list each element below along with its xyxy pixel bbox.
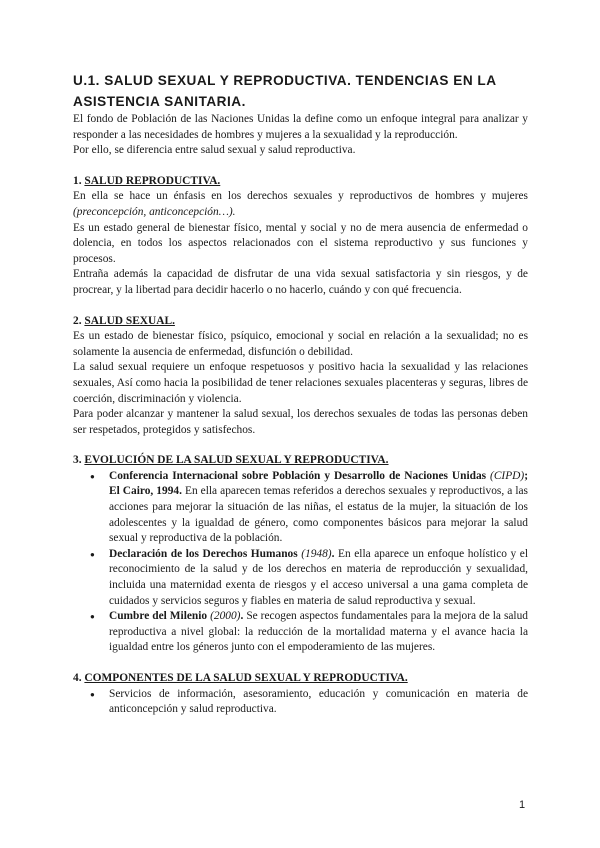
intro-paragraph-1: El fondo de Población de las Naciones Unidas la define como un enfoque integral para analizar y responder a las necesidades de hombres y mujeres a la sexualidad y la reproducción. (73, 113, 528, 141)
intro-paragraph-2: Por ello, se diferencia entre salud sexual y salud reproductiva. (73, 144, 356, 157)
section-1-paragraph-2: Es un estado general de bienestar físico, mental y social y no de mera ausencia de enfermedad o dolencia, en todos los aspectos relacionados con el sistema reproductivo y sus funciones y procesos. (73, 221, 528, 265)
section-2-paragraph-3: Para poder alcanzar y mantener la salud sexual, los derechos sexuales de todas las personas deben ser respetados, protegidos y satisfechos. (73, 408, 528, 436)
document-page (73, 70, 528, 718)
section-2-number: 2. (73, 314, 82, 327)
section-4-title: COMPONENTES DE LA SALUD SEXUAL Y REPRODUCTIVA. (84, 672, 408, 684)
section-3-number: 3. (73, 454, 82, 467)
list-item-italic: (1948) (301, 547, 332, 560)
page-number: 1 (519, 799, 526, 811)
section-2-heading (73, 314, 528, 330)
section-3-list (73, 469, 528, 656)
section-2-paragraph-1: Es un estado de bienestar físico, psíquico, emocional y social en relación a la sexualidad; no es solamente la ausencia de enfermedad, disfunción o debilidad. (73, 330, 528, 358)
list-item-bold-suffix: ; El Cairo, 1994. (109, 469, 528, 498)
section-1-heading (73, 174, 528, 190)
list-item-italic: (2000) (210, 610, 241, 623)
list-item-text: En ella aparece un enfoque holístico y el reconocimiento de la salud y de los derechos en materia de reproducción y sexualidad, incluida una maternidad exenta de riesgos y el acceso universal a una gama completa de cuidados y servicios seguros y fiables en materia de salud reproductiva y sexual. (109, 547, 528, 607)
list-item-bold-suffix: . (240, 610, 244, 623)
section-1-paragraph-1-text: En ella se hace un énfasis en los derechos sexuales y reproductivos de hombres y mujeres (73, 190, 528, 203)
list-item-text: Se recogen aspectos fundamentales para la mejora de la salud reproductiva a nivel global: la reducción de la mortalidad materna y el avance hacia la igualdad entre los géneros junto con el empoderamiento de las mujeres. (109, 610, 528, 654)
list-item-bold: Cumbre del Milenio (109, 610, 208, 623)
section-3-title: EVOLUCIÓN DE LA SALUD SEXUAL Y REPRODUCTIVA. (84, 454, 389, 467)
list-item (73, 609, 528, 656)
section-4-heading (73, 671, 528, 687)
list-item-text: En ella aparecen temas referidos a derechos sexuales y reproductivos, a las acciones para mejorar la situación de las niñas, el estatus de la mujer, la situación de los adolescentes y la igualdad de género, como componentes básicos para mejorar la salud sexual y reproductiva de la población. (109, 485, 528, 545)
section-1-paragraph-3: Entraña además la capacidad de disfrutar de una vida sexual satisfactoria y sin riesgos, y de procrear, y la libertad para decidir hacerlo o no hacerlo, cuándo y con qué frecuencia. (73, 268, 528, 296)
section-4-number: 4. (73, 672, 82, 684)
section-1-number: 1. (73, 174, 82, 187)
list-item (73, 469, 528, 547)
list-item-bold: Declaración de los Derechos Humanos (109, 547, 298, 560)
section-1-title: SALUD REPRODUCTIVA. (84, 174, 221, 187)
section-4-list (73, 687, 528, 718)
section-1-paragraph-1 (73, 189, 528, 220)
section-2-paragraph-2: La salud sexual requiere un enfoque respetuosos y positivo hacia la sexualidad y las relaciones sexuales, Así como hacia la posibilidad de tener relaciones sexuales placenteras y seguras, libres de coerción, discriminación y violencia. (73, 361, 528, 405)
document-title: U.1. SALUD SEXUAL Y REPRODUCTIVA. TENDENCIAS EN LA ASISTENCIA SANITARIA. (73, 73, 497, 109)
list-item: ● Servicios de información, asesoramiento, educación y comunicación en materia de anticoncepción y salud reproductiva. (73, 687, 528, 718)
list-item-bold-suffix: . (331, 547, 335, 560)
section-2-title: SALUD SEXUAL. (84, 314, 175, 327)
list-item (73, 547, 528, 609)
section-1-paragraph-1-italic: (preconcepción, anticoncepción…). (73, 205, 236, 218)
list-item-bold: Conferencia Internacional sobre Población y Desarrollo de Naciones Unidas (109, 469, 487, 482)
list-item-italic: (CIPD) (490, 469, 525, 482)
section-3-heading (73, 453, 528, 469)
